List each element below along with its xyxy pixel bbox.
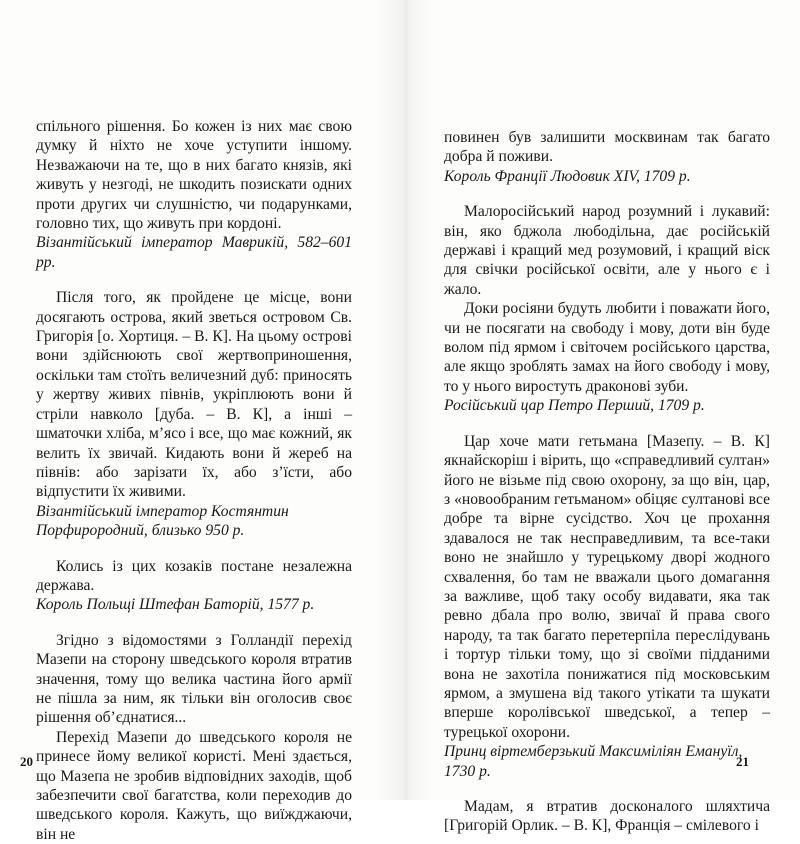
page-number: 21 [736,754,749,769]
spacer [36,272,352,288]
attribution: Король Франції Людовик XIV, 1709 р. [444,167,691,185]
spacer [444,186,770,202]
attribution: Візантійський імператор Маврикій, 582–601 рр. [36,234,352,271]
quote-paragraph: Цар хоче мати гетьмана [Мазепу. – В. К] якнайскоріш і вірить, що «справедливий султан» його не візьме під свою охорону, за що він, цар, з «новообраним гетьманом» обіцяє султанові все добре та вірне сусідство. Хоч це прохання здавалося не так несправедливим, та все-таки воно не знайшло у турецькому дворі жодного схвалення, бо там не вважали цього домагання за важливе, щоб таку особу видавати, яка так ревно дбала про волю, звичаї й права свого народу, та так багато перетерпіла переслідувань і тортур тільки тому, що зі своїми підданими вона не захотіла понижатися під московським ярмом, а змушена від такого утікати та шукати вперше королівської шведської, а тепер – турецької охорони. [444,432,770,741]
quote-paragraph: Доки росіяни будуть любити і поважати його, чи не посягати на свободу і мову, доти він буде волом під ярмом і світочем російського царства, але якщо зроблять замах на його свободу і мову, то у нього виростуть драконові зуби. [444,300,770,395]
attribution-line: Візантійський імператор Костянтин [36,502,289,520]
right-page [398,0,800,835]
spacer [444,781,770,797]
attribution: Російський цар Петро Перший, 1709 р. [444,397,705,415]
quote-paragraph: Після того, як пройдене це місце, вони досягають острова, який зветься островом Св. Григорія [о. Хортиця. – В. К]. На цьому острові вони здійснюють свої жертвоприношення, оскільки там стоїть величезний дуб: приносять у жертву живих півнів, укріплюють вони й стріли навколо [дуба. – В. К], а інші – шматочки хліба, м’ясо і все, що має кожний, як велить їх звичай. Кидають вони й жереб на півнів: або зарізати їх, або з’їсти, або відпустити їх живими. [36,289,352,501]
quote-paragraph: Перехід Мазепи до шведського короля не принесе йому великої користі. Мені здається, що Мазепа не зробив відповідних заходів, щоб забезпечити свої багатства, коли переходив до шведського короля. Кажуть, що виїжджаючи, він не [36,728,352,843]
left-page-text [36,117,352,844]
right-page-text [444,128,770,836]
attribution [36,502,352,541]
continuation-paragraph: повинен був залишити москвинам так багато добра й поживи. [444,129,770,166]
attribution: Король Польщі Штефан Баторій, 1577 р. [36,596,315,614]
spacer [36,615,352,631]
continuation-paragraph: спільного рішення. Бо кожен із них має свою думку й ніхто не хоче уступити іншому. Незважаючи на те, що в них багато князів, які живуть у незгоді, не шкодить позискати одних проти других чи слушністю, чи подарунками, головно тих, що живуть при кордоні. [36,118,352,233]
attribution [444,742,770,781]
quote-paragraph: Мадам, я втратив досконалого шляхтича [Григорій Орлик. – В. К], Франція – смілевого і [444,798,770,835]
attribution-line: Порфирородний, близько 950 р. [36,522,245,540]
spacer [444,416,770,432]
left-page [0,0,398,843]
quote-paragraph: Колись із цих козаків постане незалежна держава. [36,557,352,594]
quote-paragraph: Малоросійський народ розумний і лукавий: він, яко бджола любодільна, дає російській державі і кращий мед розумовий, і кращий віск для свічки російської освіти, але у нього є і жало. [444,203,770,298]
quote-paragraph: Згідно з відомостями з Голландії перехід Мазепи на сторону шведського короля втратив значення, тому що велика частина його армії не пішла за ним, як тільки він оголосив своє рішення об’єднатися... [36,631,352,727]
page-number: 20 [20,754,33,769]
spacer [36,541,352,557]
book-gutter-shadow [376,0,434,800]
attribution-line: Принц віртемберзький Максиміліян Емануїл, [444,743,743,761]
attribution-line: 1730 р. [444,762,491,780]
